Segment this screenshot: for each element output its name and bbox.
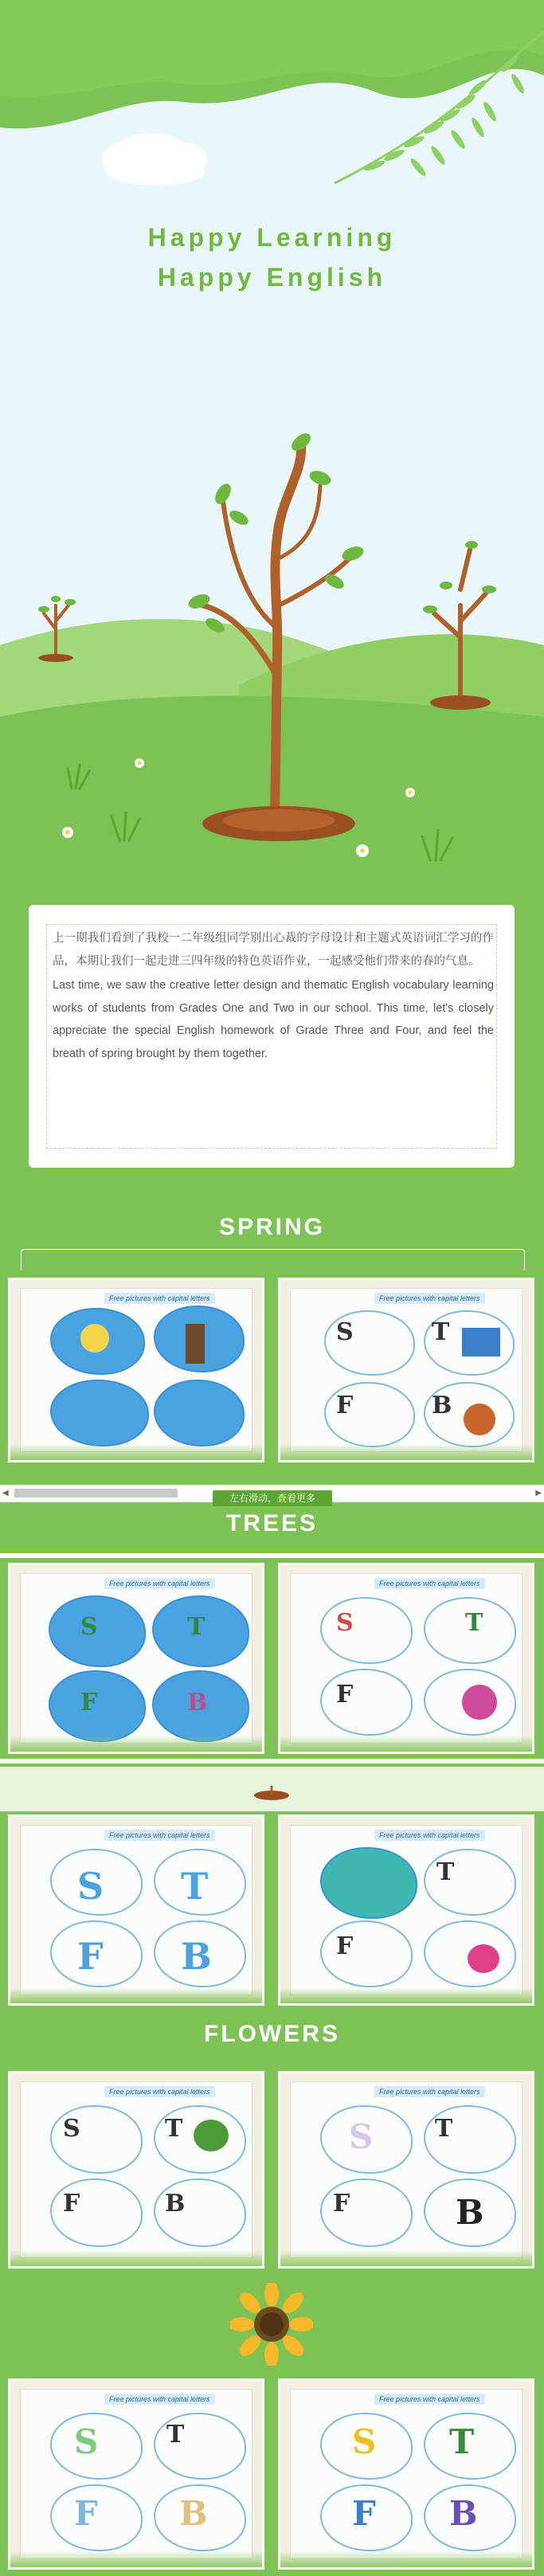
section-title-spring: SPRING bbox=[218, 1214, 326, 1240]
spring-landscape-illustration bbox=[0, 0, 544, 884]
spring-photo-2[interactable]: Free pictures with capital letters S T F B bbox=[278, 1278, 534, 1462]
hero-title-line2: Happy English bbox=[157, 263, 387, 292]
flowers-photo-2[interactable]: Free pictures with capital letters S T F B bbox=[278, 2071, 534, 2269]
flowers-photo-4[interactable]: Free pictures with capital letters S T F B bbox=[278, 2378, 534, 2570]
spring-frame-line bbox=[21, 1249, 525, 1270]
worksheet-caption: Free pictures with capital letters bbox=[104, 1293, 215, 1304]
divider bbox=[0, 1553, 544, 1558]
trees-photo-3[interactable]: Free pictures with capital letters S T F B bbox=[8, 1815, 264, 2006]
hero-title-line1: Happy Learning bbox=[147, 223, 397, 252]
intro-card bbox=[29, 905, 515, 1168]
intro-english-text: Last time, we saw the creative letter design and thematic English vocabulary learning works of students from Grades One and Two in our school. This time, let's closely appreciate the special English homework of Grade Three and Four, and feel the breath of spring brought by them together. bbox=[53, 979, 494, 1060]
scroll-right-arrow-icon[interactable]: ▶ bbox=[535, 1489, 542, 1497]
trees-photo-4[interactable]: Free pictures with capital letters T F bbox=[278, 1815, 534, 2006]
hero-banner bbox=[0, 0, 544, 884]
swipe-hint: 左右滑动，查看更多 bbox=[213, 1490, 332, 1506]
spring-photo-1[interactable] bbox=[8, 1278, 264, 1462]
trees-photo-2[interactable]: Free pictures with capital letters S T F bbox=[278, 1563, 534, 1754]
trees-photo-1[interactable]: Free pictures with capital letters S T F B bbox=[8, 1563, 264, 1754]
flowers-photo-3[interactable]: Free pictures with capital letters S T F B bbox=[8, 2378, 264, 2570]
scrollbar-thumb[interactable] bbox=[14, 1489, 178, 1497]
sunflower-icon bbox=[230, 2283, 313, 2366]
tree-soil-band bbox=[0, 1767, 544, 1811]
flowers-photo-1[interactable]: Free pictures with capital letters S T F B bbox=[8, 2071, 264, 2269]
section-title-trees: TREES bbox=[225, 1510, 319, 1537]
intro-chinese-text: 上一期我们看到了我校一二年级组同学别出心裁的字母设计和主题式英语词汇学习的作品，本期让我们一起走进三四年级的特色英语作业，一起感受他们带来的春的气息。 bbox=[53, 932, 494, 968]
section-title-flowers: FLOWERS bbox=[204, 2021, 340, 2047]
scroll-left-arrow-icon[interactable]: ◀ bbox=[2, 1489, 9, 1497]
